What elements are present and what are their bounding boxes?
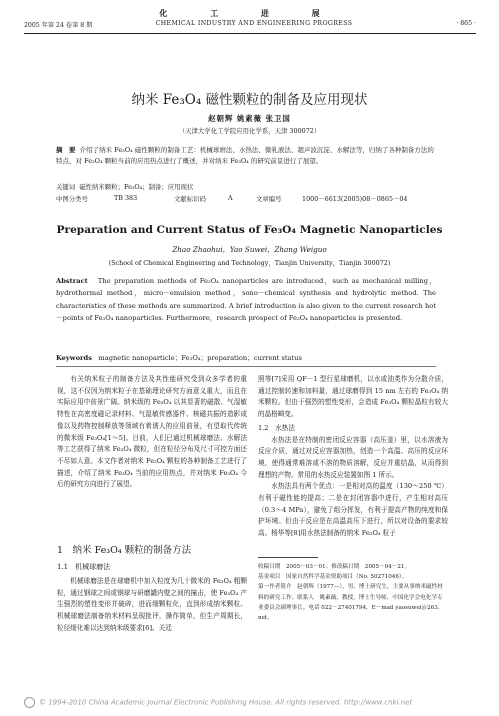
cnki-watermark	[24, 697, 476, 708]
en-abstract-label: Abstract	[56, 277, 88, 285]
journal-header: 化 工 进 展	[159, 8, 340, 18]
cn-affiliation: （天津大学化工学院应用化学系，天津 300072）	[178, 127, 321, 135]
cn-abstract-label: 摘 要	[56, 146, 76, 154]
en-keywords-text: magnetic nanoparticle；Fe₃O₄；preparation；current status	[98, 354, 302, 362]
section-heading-1: 1 纳米 Fe₃O₄ 颗粒的制备方法	[57, 545, 192, 556]
cn-abstract	[56, 145, 436, 168]
footnote-rule	[258, 557, 318, 558]
page-number: · 865 ·	[456, 20, 476, 27]
class-value: TB 383	[114, 194, 138, 202]
article-label: 文章编号	[256, 195, 282, 203]
cn-keywords-label: 关键词	[56, 183, 76, 191]
section-heading-1-1: 1.1 机械球磨法	[57, 563, 111, 571]
hydrothermal-paragraph-a: 水热法是在特制的密闭反应容器（高压釜）里，以水溶液为反应介质，通过对反应容器加热，创造一个高温、高压的反应环境，使得通常难溶或不溶的物质溶解，反应并重结晶，从而得到理想的产物。常用的水热反应装置如图 1 所示。	[258, 435, 448, 479]
footnote-fund: 基金项目 国家自然科学基金资助项目（No. 50271046）。	[258, 574, 408, 581]
cn-keywords-text: 磁性纳米颗粒；Fe₃O₄；制备；应用现状	[79, 183, 194, 191]
footnote	[258, 562, 448, 623]
right-column	[258, 374, 448, 540]
issue-info: 2005 年第 24 卷第 8 期	[24, 22, 93, 29]
intro-paragraph: 有关纳米粒子的制备方法及其性能研究受到众多学者的重视，这不仅因为纳米粒子在基础理论研究方面意义重大，而且在实际应用中前景广阔。纳米级的 Fe₃O₄ 以其显著的磁散、气湿敏特性在高密度磁记录材料、气湿敏传感器件、核磁共振的造影成像以及药物控制释放等领域有着诱人的应用前景，有望取代传统的微米级 Fe₃O₄[1～5]。目前，人们已通过机械球磨法、水解法等工艺获得了纳米 Fe₃O₄ 微粒，但在粒径分布及尺寸可控方面还不尽如人意。本文作者对纳米 Fe₃O₄ 颗粒的各种制备工艺进行了描述，介绍了纳米 Fe₃O₄ 当前的应用热点，并对纳米 Fe₃O₄ 今后的研究方向进行了展望。	[57, 375, 247, 489]
left-column	[57, 374, 247, 491]
en-authors: Zhao Zhaohui，Yao Suwei，Zhang Weiguo	[172, 245, 327, 254]
section-heading-1-2: 1.2 水热法	[258, 423, 295, 432]
en-title: Preparation and Current Status of Fe₃O₄ Magnetic Nanoparticles	[56, 224, 443, 236]
hydrothermal-paragraph-b: 水热法具有两个优点：一是相对高的温度（130～250 ℃）有利于磁性能的提高；二是在封闭容器中进行，产生相对高压（0.3～4 MPa），避免了组分挥发，有利于提高产物的纯度和保护环境。但由于反应是在高温高压下进行，所以对设备的要求较高。杨华等[8]用水热法制备的纳米 Fe₃O₄ 粒子	[258, 482, 448, 538]
journal-en: CHEMICAL INDUSTRY AND ENGINEERING PROGRESS	[155, 20, 353, 27]
doc-value: A	[228, 194, 233, 202]
section-divider	[56, 366, 436, 367]
en-abstract	[56, 275, 436, 325]
left-column-continued	[57, 576, 247, 635]
cn-abstract-text: 介绍了纳米 Fe₃O₄ 磁性颗粒的制备工艺：机械球磨法、水热法、微乳液法、超声波沉淀、水解法等，归纳了各种制备方法的特点，对 Fe₃O₄ 颗粒当前的应用热点进行了概述，并对纳米 Fe₃O₄ 的研究前景进行了展望。	[56, 146, 434, 166]
watermark-text: © 1994-2010 China Academic Journal Electronic Publishing House. All rights reserved. http://www.cnki.net	[39, 698, 413, 707]
doc-label: 文献标识码	[174, 195, 206, 203]
cn-authors: 赵朝辉 姚素薇 张卫国	[208, 114, 291, 123]
footnote-author: 第一作者简介 赵朝辉（1977—），男，博士研究生，主要从事纳米磁性材料的研究工作。联系人 姚素薇，教授，博士生导师，中国化学会电化学专业委员会副理事长。电话 022－27401794，E－mail yaosuwei＠263. net。	[258, 584, 443, 622]
cn-title: 纳米 Fe₃O₄ 磁性颗粒的制备及应用现状	[131, 92, 368, 108]
right-continued-paragraph: 照等[7]采用 QF－1 型行星球磨机，以水或油类作为分散介质，通过控制转速和加料量，通过球磨得到 15 nm 左右的 Fe₃O₄ 纳米颗粒。但由于强烈的塑性变形，会造成 Fe₃O₄ 颗粒晶粒有较大的晶格畸变。	[258, 375, 448, 419]
header-rule	[24, 33, 476, 34]
article-value: 1000－6613(2005)08－0865－04	[302, 195, 408, 203]
ball-milling-paragraph: 机械球磨法是在球磨机中加入粒度为几十微米的 Fe₃O₄ 粗颗粒，通过钢球之间或钢球与研磨罐内壁之间的撞击，使 Fe₃O₄ 产生强烈的塑性变形并破碎，进而细颗粒化，直到形成纳米颗粒。机械球磨法制备纳米材料呈现批评，操作简单，但生产周期长，粒径细化难以达到纳米级要求[6]。关廷	[57, 577, 247, 632]
en-affiliation: (School of Chemical Engineering and Technology，Tianjin University，Tianjin 300072)	[108, 259, 391, 267]
cn-keywords	[56, 182, 436, 191]
en-keywords	[56, 352, 436, 362]
class-label: 中图分类号	[56, 195, 88, 203]
en-abstract-text: The preparation methods of Fe₃O₄ nanoparticles are introduced，such as mechanical milling，hydrothermal method，micro－emulsion method，sono－chemical synthesis and hydrolytic method. The characteristics of these methods are summarized. A brief introduction is also given to the current research hot－points of Fe₃O₄ nanoparticles. Furthermore，research prospect of Fe₃O₄ nanoparticles is presented.	[56, 277, 436, 323]
running-header	[24, 20, 476, 32]
footnote-received: 收稿日期 2005－03－01；修改稿日期 2005－04－21。	[258, 564, 411, 570]
copyright-icon	[24, 697, 35, 708]
en-keywords-label: Keywords	[56, 354, 92, 362]
